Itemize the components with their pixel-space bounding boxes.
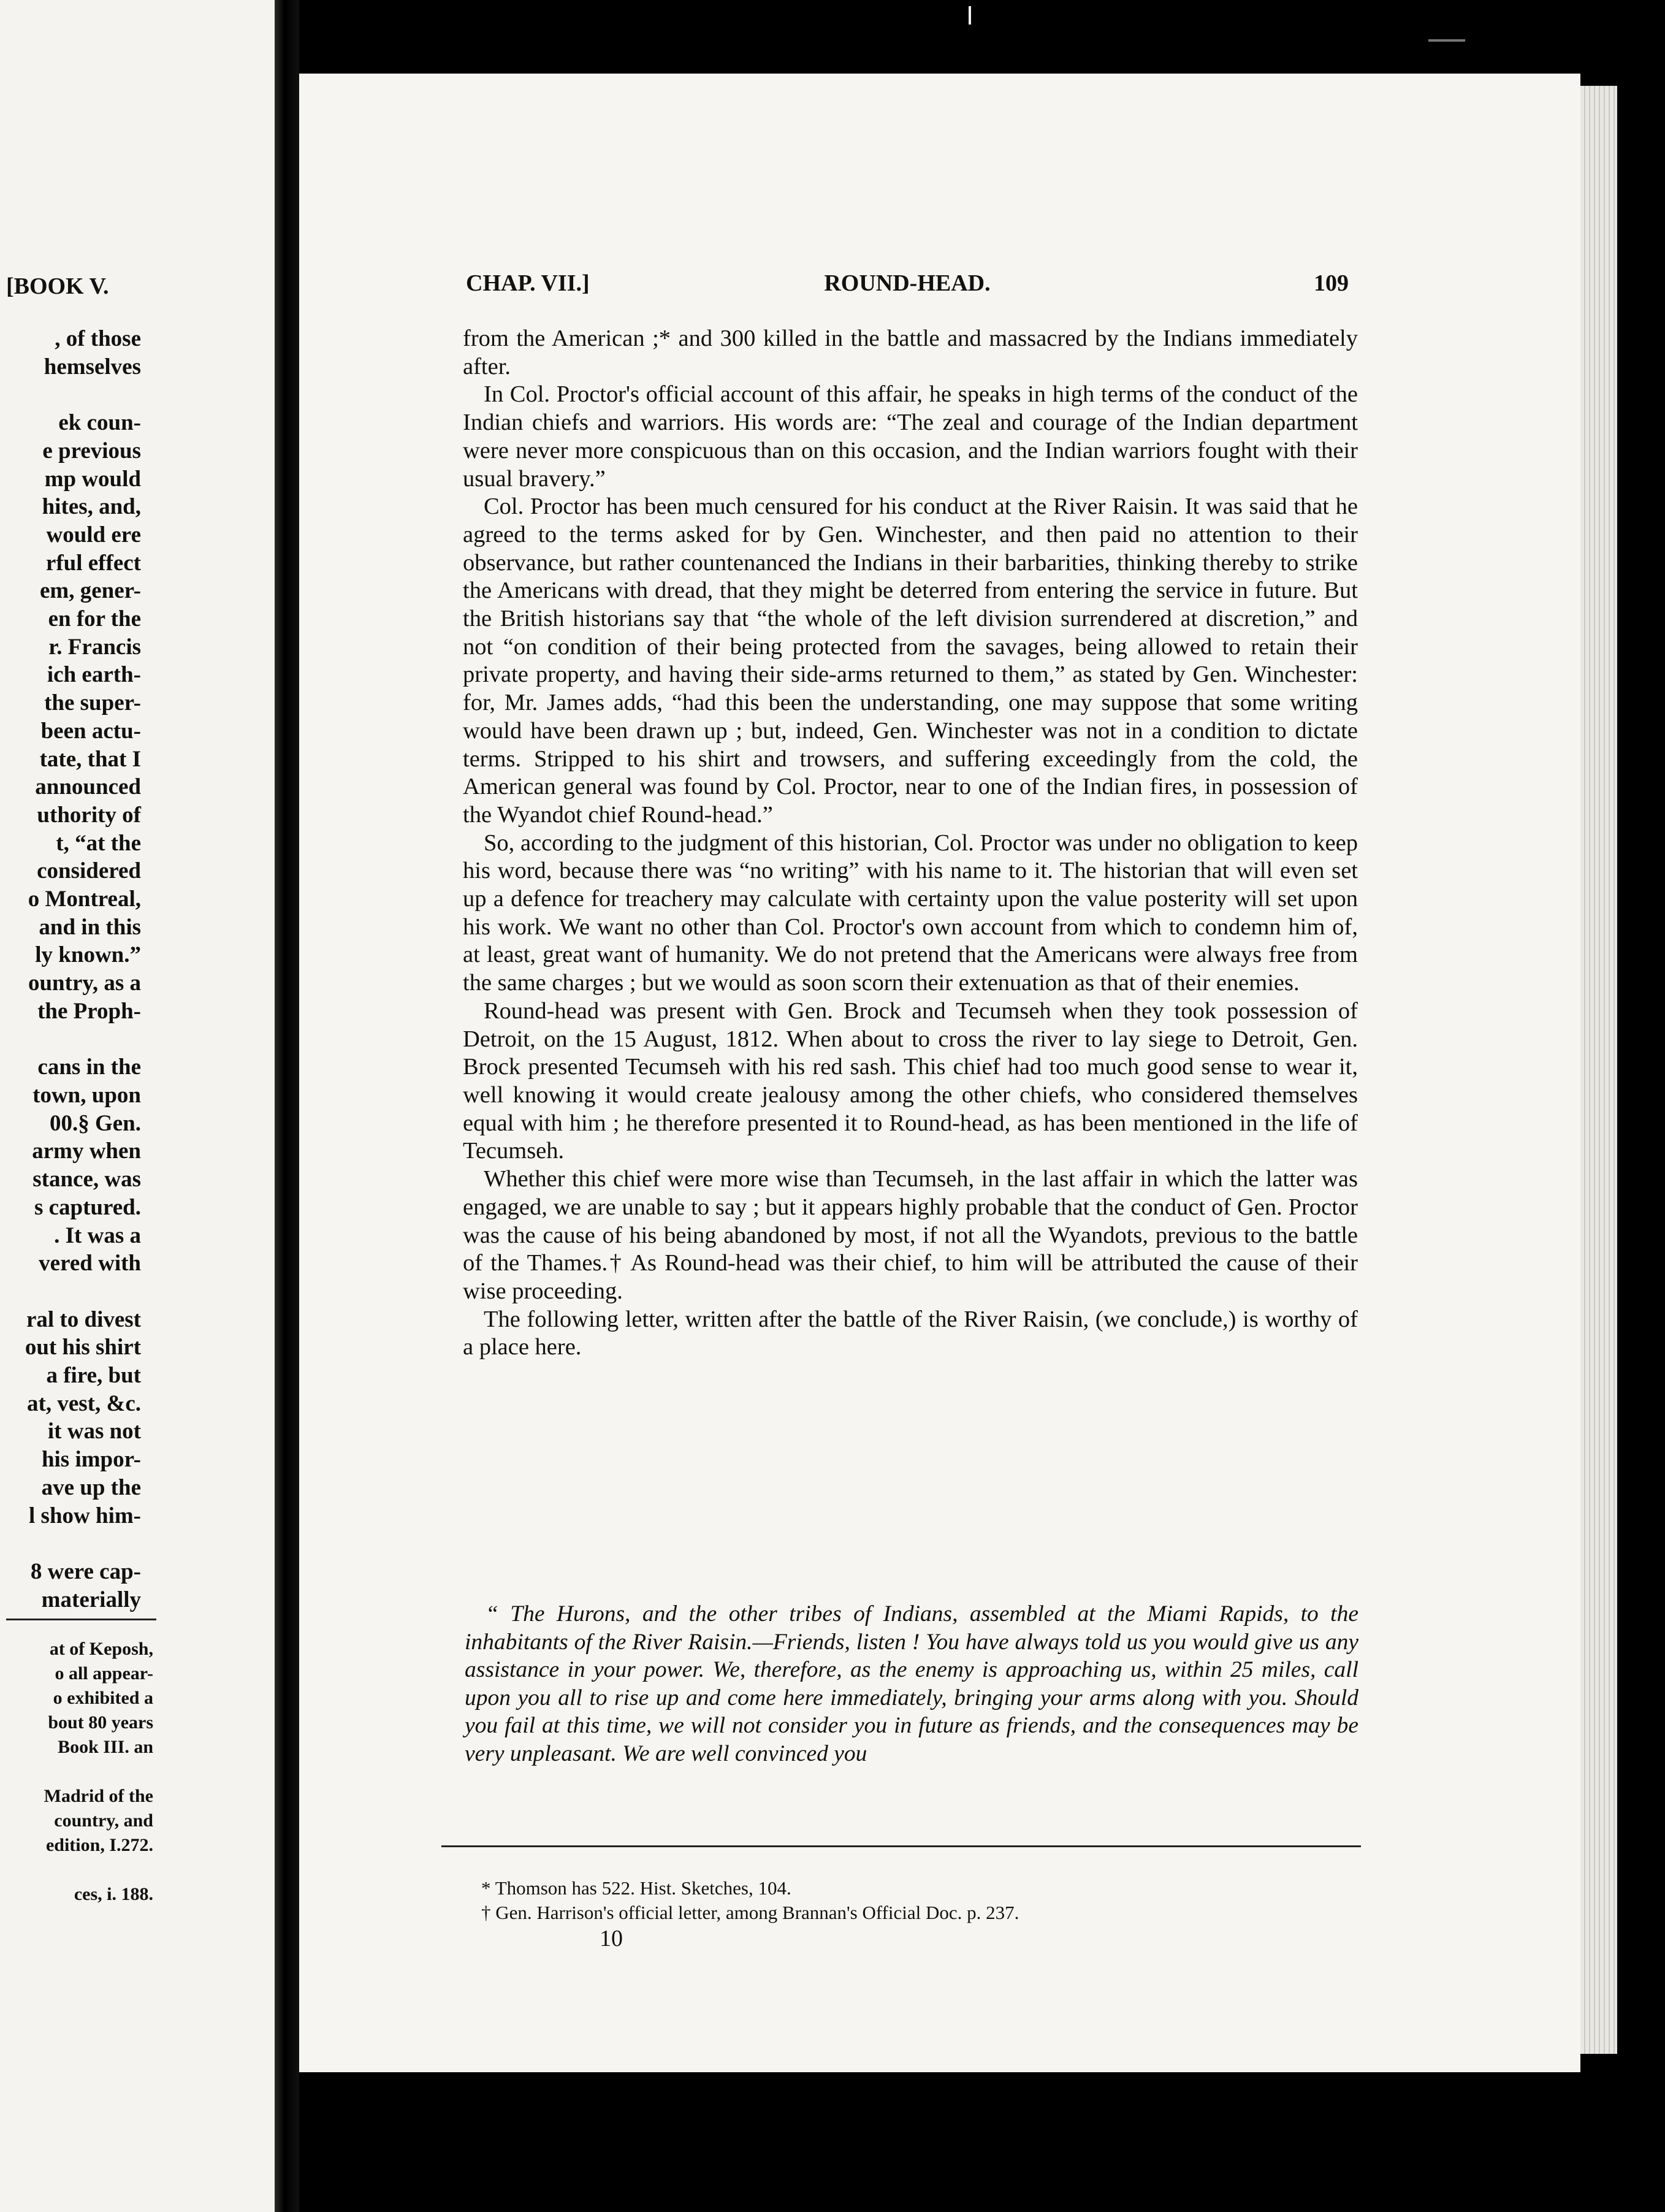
left-page-line: 8 were cap-: [30, 1558, 141, 1584]
paragraph: Round-head was present with Gen. Brock and Tecumseh when they took possession of Detroit, on the 15 August, 1812. When about to cross the river to lay siege to Detroit, Gen. Brock presented Tecumseh with his red sash. This chief had too much good sense to wear it, well knowing it would create jealousy among the other chiefs, who considered themselves equal with him ; he therefore presented it to Round-head, as has been mentioned in the life of Tecumseh.: [463, 997, 1358, 1164]
left-page-line: cans in the: [37, 1055, 141, 1080]
left-page-line: o Montreal,: [28, 887, 141, 912]
left-page-header: [BOOK V.: [6, 273, 109, 299]
left-page-line: vered with: [39, 1251, 141, 1276]
left-page-line: considered: [37, 858, 141, 884]
footnote-rule: [441, 1845, 1361, 1847]
left-page-line: out his shirt: [25, 1335, 141, 1360]
left-page-line: [0, 1530, 270, 1558]
scan-artifact: [969, 6, 971, 25]
left-page-footnote-line: bout 80 years: [48, 1712, 153, 1733]
left-page-footnote-line: [0, 1760, 270, 1784]
left-page-line: r. Francis: [48, 634, 141, 660]
left-page-line: em, gener-: [39, 578, 141, 604]
left-page: [0, 0, 275, 2212]
left-page-line: at, vest, &c.: [27, 1390, 141, 1416]
signature-mark: 10: [600, 1926, 623, 1951]
left-page-line: it was not: [47, 1419, 141, 1444]
left-page-line: ountry, as a: [28, 971, 141, 996]
left-page-line: ek coun-: [58, 410, 141, 436]
paragraph: In Col. Proctor's official account of this affair, he speaks in high terms of the conduct of the Indian chiefs and warriors. His words are: “The zeal and courage of the Indian department were never more conspicuous than on this occasion, and the Indian warriors fought with their usual bravery.”: [463, 381, 1358, 492]
left-page-line: mp would: [44, 466, 141, 492]
left-page-line: ly known.”: [35, 942, 141, 968]
book-gutter: [275, 0, 299, 2212]
left-page-line: ave up the: [41, 1474, 141, 1500]
left-page-footnote-line: edition, I.272.: [45, 1835, 153, 1855]
left-page-line: been actu-: [40, 718, 141, 744]
left-page-footnote-line: Madrid of the: [44, 1786, 153, 1806]
left-page-line: army when: [32, 1138, 141, 1164]
left-page-line: announced: [35, 774, 141, 800]
paragraph: from the American ;* and 300 killed in the battle and massacred by the Indians immediately after.: [463, 326, 1358, 379]
paragraph: Col. Proctor has been much censured for his conduct at the River Raisin. It was said that he agreed to the terms asked for by Gen. Winchester, and then paid no attention to their observance, but rather countenanced the Indians in their barbarities, thinking thereby to strike the Americans with dread, that they might be deterred from entering the service in future. But the British historians say that “the whole of the left division surrendered at discretion,” and not “on condition of their being protected from the savages, being allowed to retain their private property, and having their side-arms returned to them,” as stated by Gen. Winchester: for, Mr. James adds, “had this been the understanding, one may suppose that some writing would have been drawn up ; but, indeed, Gen. Winchester was not in a condition to dictate terms. Stripped to his shirt and trowsers, and suffering exceedingly from the cold, the American general was found by Col. Proctor, near to one of the Indian fires, in possession of the Wyandot chief Round-head.”: [463, 494, 1358, 828]
quoted-letter: “ The Hurons, and the other tribes of Indians, assembled at the Miami Rapids, to the inhabitants of the River Raisin.—Friends, listen ! You have always told us you would give us any assistance in your power. We, therefore, as the enemy is approaching us, within 25 miles, call upon you all to rise up and come here immediately, bringing your arms along with you. Should you fail at this time, we will not consider you in future as friends, and the consequences may be very unpleasant. We are well convinced you: [465, 1601, 1358, 1766]
page-number: 109: [1314, 270, 1349, 296]
left-page-footnote-line: ces, i. 188.: [74, 1884, 153, 1904]
left-page-footnote-line: at of Keposh,: [49, 1639, 153, 1659]
left-page-line: hites, and,: [42, 494, 141, 520]
left-page-footnote-line: [0, 1858, 270, 1882]
left-page-line: t, “at the: [56, 830, 141, 856]
paragraph: The following letter, written after the battle of the River Raisin, (we conclude,) is worthy of a place here.: [463, 1306, 1358, 1360]
left-page-line: uthority of: [37, 802, 141, 828]
left-page-line: [0, 1026, 270, 1054]
left-page-line: would ere: [46, 522, 141, 547]
left-page-line: a fire, but: [46, 1363, 141, 1389]
scan-artifact: [1428, 39, 1465, 42]
left-page-footnote-line: country, and: [54, 1810, 153, 1831]
left-page-footnotes: [0, 1637, 270, 1907]
left-page-line: e previous: [42, 438, 141, 463]
left-page-footnote-line: o exhibited a: [53, 1688, 153, 1708]
chapter-label: CHAP. VII.]: [466, 270, 590, 296]
left-page-line: . It was a: [54, 1222, 141, 1248]
left-page-line: rful effect: [45, 550, 141, 576]
footnotes: [481, 1876, 1339, 1925]
body-text: [463, 325, 1358, 1362]
left-page-line: stance, was: [32, 1167, 141, 1192]
left-page-line: [0, 1278, 270, 1306]
left-page-line: l show him-: [29, 1503, 141, 1528]
paragraph: Whether this chief were more wise than Tecumseh, in the last affair in which the latter was engaged, we are unable to say ; but it appears highly probable that the conduct of Gen. Proctor was the cause of his being abandoned by most, if not all the Wyandots, previous to the battle of the Thames.† As Round-head was their chief, to him will be attributed the cause of their wise proceeding.: [463, 1166, 1358, 1304]
left-page-line: town, upon: [32, 1082, 141, 1108]
left-page-line: hemselves: [44, 354, 141, 379]
left-page-line: materially: [41, 1587, 141, 1612]
paragraph: So, according to the judgment of this historian, Col. Proctor was under no obligation to keep his word, because there was “no writing” with his name to it. The historian that will even set up a defence for treachery may calculate with certainty upon the value posterity will set upon his work. We want no other than Col. Proctor's own account from which to condemn him of, at least, great want of humanity. We do not pretend that the Americans were always free from the same charges ; but we would as soon scorn their extenuation as that of their enemies.: [463, 830, 1358, 996]
left-page-footnote-rule: [6, 1619, 156, 1620]
left-page-line: s captured.: [34, 1194, 141, 1220]
running-title: ROUND-HEAD.: [824, 270, 991, 296]
left-page-footnote-line: Book III. an: [58, 1737, 153, 1757]
left-page-footnote-line: o all appear-: [55, 1663, 153, 1684]
left-page-text: [0, 325, 270, 1614]
left-page-line: ral to divest: [26, 1306, 141, 1332]
running-header: [466, 270, 1349, 307]
left-page-line: 00.§ Gen.: [49, 1110, 141, 1136]
left-page-line: , of those: [55, 326, 141, 351]
footnote: * Thomson has 522. Hist. Sketches, 104.: [481, 1877, 791, 1899]
page-edges: [1580, 86, 1617, 2054]
left-page-line: and in this: [39, 914, 141, 940]
left-page-line: the Proph-: [37, 998, 141, 1024]
footnote: † Gen. Harrison's official letter, among Brannan's Official Doc. p. 237.: [481, 1902, 1019, 1923]
left-page-line: ich earth-: [47, 662, 141, 688]
left-page-line: tate, that I: [39, 746, 141, 772]
left-page-line: [0, 381, 270, 409]
left-page-line: his impor-: [41, 1447, 141, 1473]
left-page-line: en for the: [48, 606, 141, 632]
left-page-line: the super-: [44, 690, 141, 716]
